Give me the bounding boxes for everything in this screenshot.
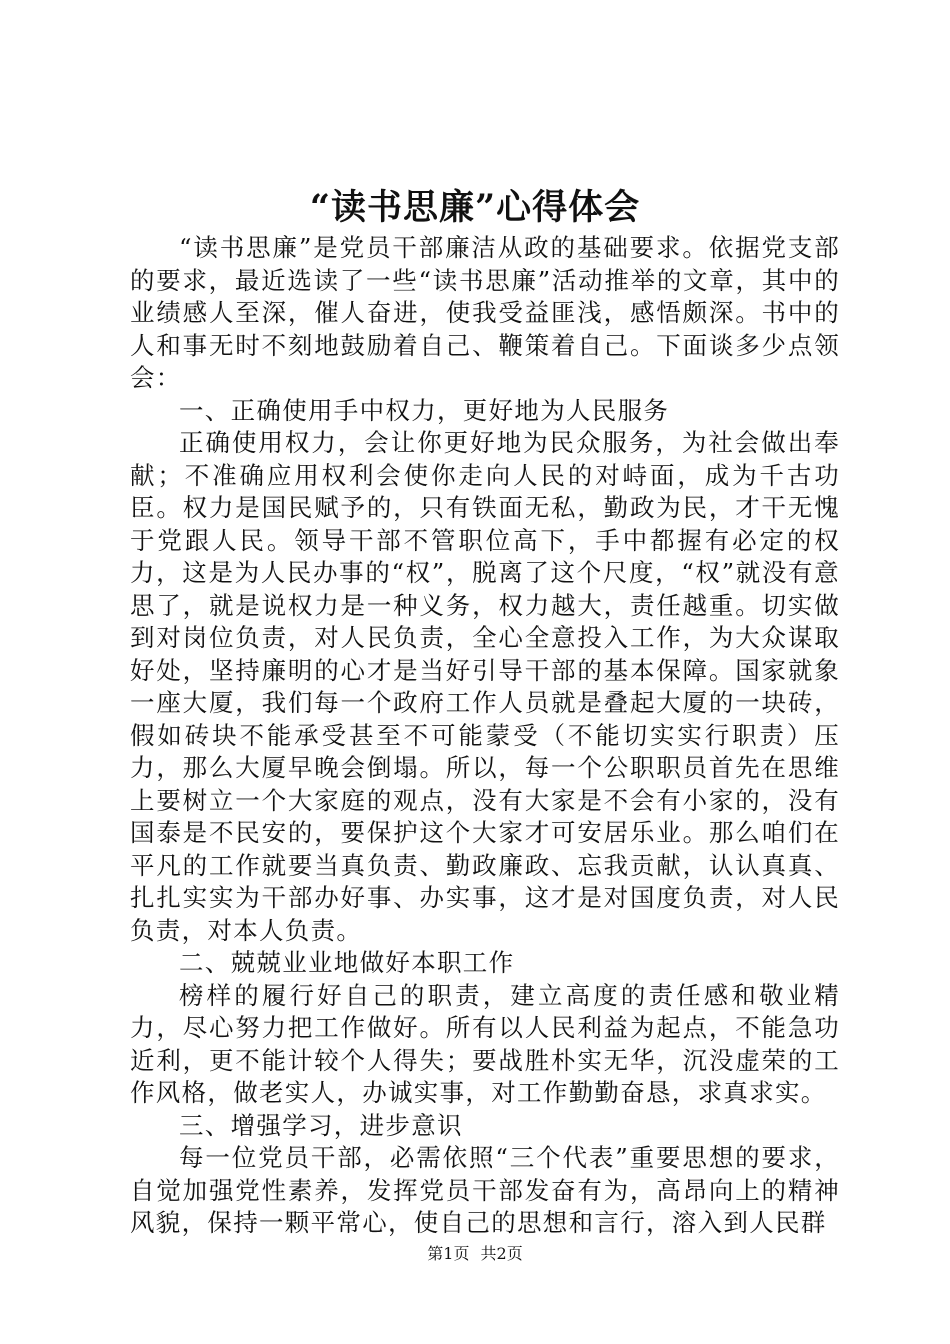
page-number: 第1页: [427, 1244, 470, 1263]
page-footer: [0, 1244, 950, 1264]
document-title: “读书思廉”心得体会: [309, 187, 641, 228]
section-heading-3: 三、增强学习，进步意识: [179, 1110, 463, 1140]
section-paragraph-3: 每一位党员干部，必需依照“三个代表”重要思想的要求，自觉加强党性素养，发挥党员干部发奋有为，高昂向上的精神风貌，保持一颗平常心，使自己的思想和言行，溶入到人民群: [130, 1143, 840, 1237]
section-heading-1: 一、正确使用手中权力，更好地为人民服务: [179, 395, 670, 425]
section-heading-2: 二、兢兢业业地做好本职工作: [179, 948, 515, 977]
page-total: 共2页: [480, 1244, 523, 1263]
intro-paragraph: “读书思廉”是党员干部廉洁从政的基础要求。依据党支部的要求，最近选读了一些“读书思廉”活动推举的文章，其中的业绩感人至深，催人奋进，使我受益匪浅，感悟颇深。书中的人和事无时不刻地鼓励着自己、鞭策着自己。下面谈多少点领会：: [130, 233, 840, 392]
document-body: [130, 232, 840, 1240]
section-paragraph-2: 榜样的履行好自己的职责，建立高度的责任感和敬业精力，尽心努力把工作做好。所有以人民利益为起点，不能急功近利，更不能计较个人得失；要战胜朴实无华，沉没虚荣的工作风格，做老实人，办诚实事，对工作勤勤奋恳，求真求实。: [130, 980, 840, 1107]
section-paragraph-1: 正确使用权力，会让你更好地为民众服务，为社会做出奉献；不准确应用权利会使你走向人民的对峙面，成为千古功臣。权力是国民赋予的，只有铁面无私，勤政为民，才干无愧于党跟人民。领导干部不管职位高下，手中都握有必定的权力，这是为人民办事的“权”，脱离了这个尺度，“权”就没有意思了，就是说权力是一种义务，权力越大，责任越重。切实做到对岗位负责，对人民负责，全心全意投入工作，为大众谋取好处，坚持廉明的心才是当好引导干部的基本保障。国家就象一座大厦，我们每一个政府工作人员就是叠起大厦的一块砖，假如砖块不能承受甚至不可能蒙受（不能切实实行职责）压力，那么大厦早晚会倒塌。所以，每一个公职职员首先在思维上要树立一个大家庭的观点，没有大家是不会有小家的，没有国泰是不民安的，要保护这个大家才可安居乐业。那么咱们在平凡的工作就要当真负责、勤政廉政、忘我贡献，认认真真、扎扎实实为干部办好事、办实事，这才是对国度负责，对人民负责，对本人负责。: [130, 428, 840, 945]
